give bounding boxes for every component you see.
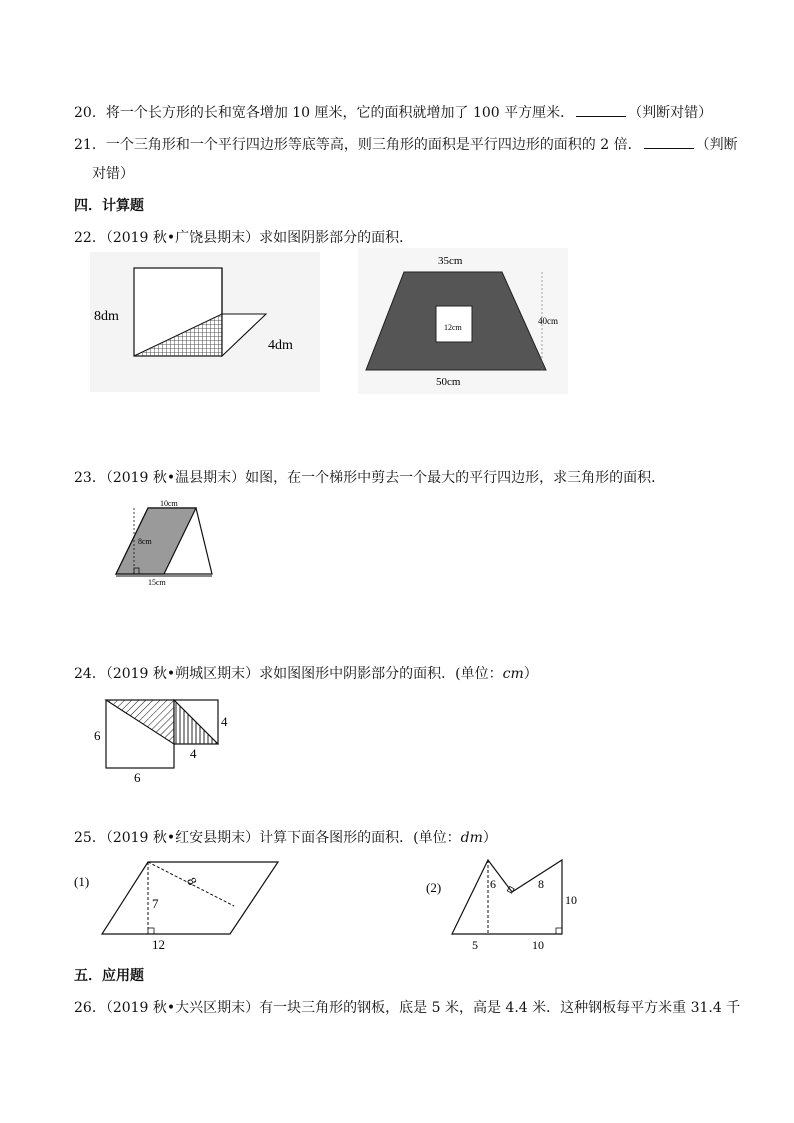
label-inner-4: 4 bbox=[190, 746, 197, 761]
question-21-line2: 对错） bbox=[92, 166, 134, 182]
question-20 bbox=[74, 102, 712, 123]
unit-cm: cm bbox=[502, 666, 524, 682]
label-slant-8: 8 bbox=[183, 874, 201, 888]
question-24-prefix: 24．（2019 秋•朔城区期末）求如图图形中阴影部分的面积．(单位： bbox=[74, 666, 503, 682]
question-20-tail: （判断对错） bbox=[628, 105, 713, 121]
label-2: (2) bbox=[426, 880, 442, 895]
section-heading-5: 五．应用题 bbox=[74, 968, 144, 984]
answer-blank[interactable] bbox=[644, 134, 694, 149]
q25-figure-2 bbox=[420, 852, 580, 956]
label-left-6: 6 bbox=[94, 728, 101, 743]
label-bottom-10: 10 bbox=[532, 938, 544, 952]
pentagon-shape bbox=[452, 860, 562, 934]
label-right-4: 4 bbox=[221, 714, 228, 729]
label-8cm: 8cm bbox=[138, 537, 152, 546]
unit-dm: dm bbox=[460, 830, 483, 846]
label-8dm: 8dm bbox=[94, 309, 119, 324]
label-base-12: 12 bbox=[152, 937, 165, 952]
question-21 bbox=[74, 134, 738, 155]
label-bottom-6: 6 bbox=[134, 770, 141, 785]
label-50cm: 50cm bbox=[436, 376, 461, 388]
label-6: 6 bbox=[490, 877, 496, 891]
question-25-suffix: ） bbox=[482, 830, 497, 846]
label-height-7: 7 bbox=[152, 896, 159, 911]
label-35cm: 35cm bbox=[438, 255, 463, 267]
label-40cm: 40cm bbox=[538, 316, 558, 326]
question-26-text: 26．（2019 秋•大兴区期末）有一块三角形的钢板，底是 5 米，高是 4.4 米．这种钢板每平方米重 31.4 千 bbox=[74, 1000, 741, 1016]
q22-figure-2 bbox=[358, 248, 568, 394]
q24-figure bbox=[90, 692, 240, 786]
label-10cm: 10cm bbox=[160, 499, 178, 508]
label-right-10: 10 bbox=[565, 893, 577, 907]
q23-figure bbox=[100, 498, 230, 586]
q22-figure-1 bbox=[90, 252, 320, 392]
label-15cm: 15cm bbox=[148, 578, 166, 586]
label-1: (1) bbox=[74, 874, 90, 889]
question-23-text: 23．（2019 秋•温县期末）如图，在一个梯形中剪去一个最大的平行四边形，求三角形的面积． bbox=[74, 470, 666, 486]
q25-figure-1 bbox=[70, 856, 280, 954]
question-25-text bbox=[74, 828, 497, 848]
label-12cm: 12cm bbox=[444, 323, 462, 332]
answer-blank[interactable] bbox=[576, 102, 626, 117]
label-5: 5 bbox=[472, 938, 478, 952]
label-4dm: 4dm bbox=[268, 338, 293, 353]
question-22-text: 22．（2019 秋•广饶县期末）求如图阴影部分的面积． bbox=[74, 230, 414, 246]
question-20-text: 20．将一个长方形的长和宽各增加 10 厘米，它的面积就增加了 100 平方厘米． bbox=[74, 105, 575, 121]
question-21-tail: （判断 bbox=[695, 137, 738, 153]
label-8: 8 bbox=[538, 877, 544, 891]
section-heading-4: 四．计算题 bbox=[74, 198, 144, 214]
question-25-prefix: 25．（2019 秋•红安县期末）计算下面各图形的面积．(单位： bbox=[74, 830, 461, 846]
question-21-text: 21．一个三角形和一个平行四边形等底等高，则三角形的面积是平行四边形的面积的 2 倍． bbox=[74, 137, 642, 153]
question-24-suffix: ） bbox=[523, 666, 538, 682]
question-24-text bbox=[74, 664, 538, 684]
parallelogram bbox=[102, 862, 278, 934]
